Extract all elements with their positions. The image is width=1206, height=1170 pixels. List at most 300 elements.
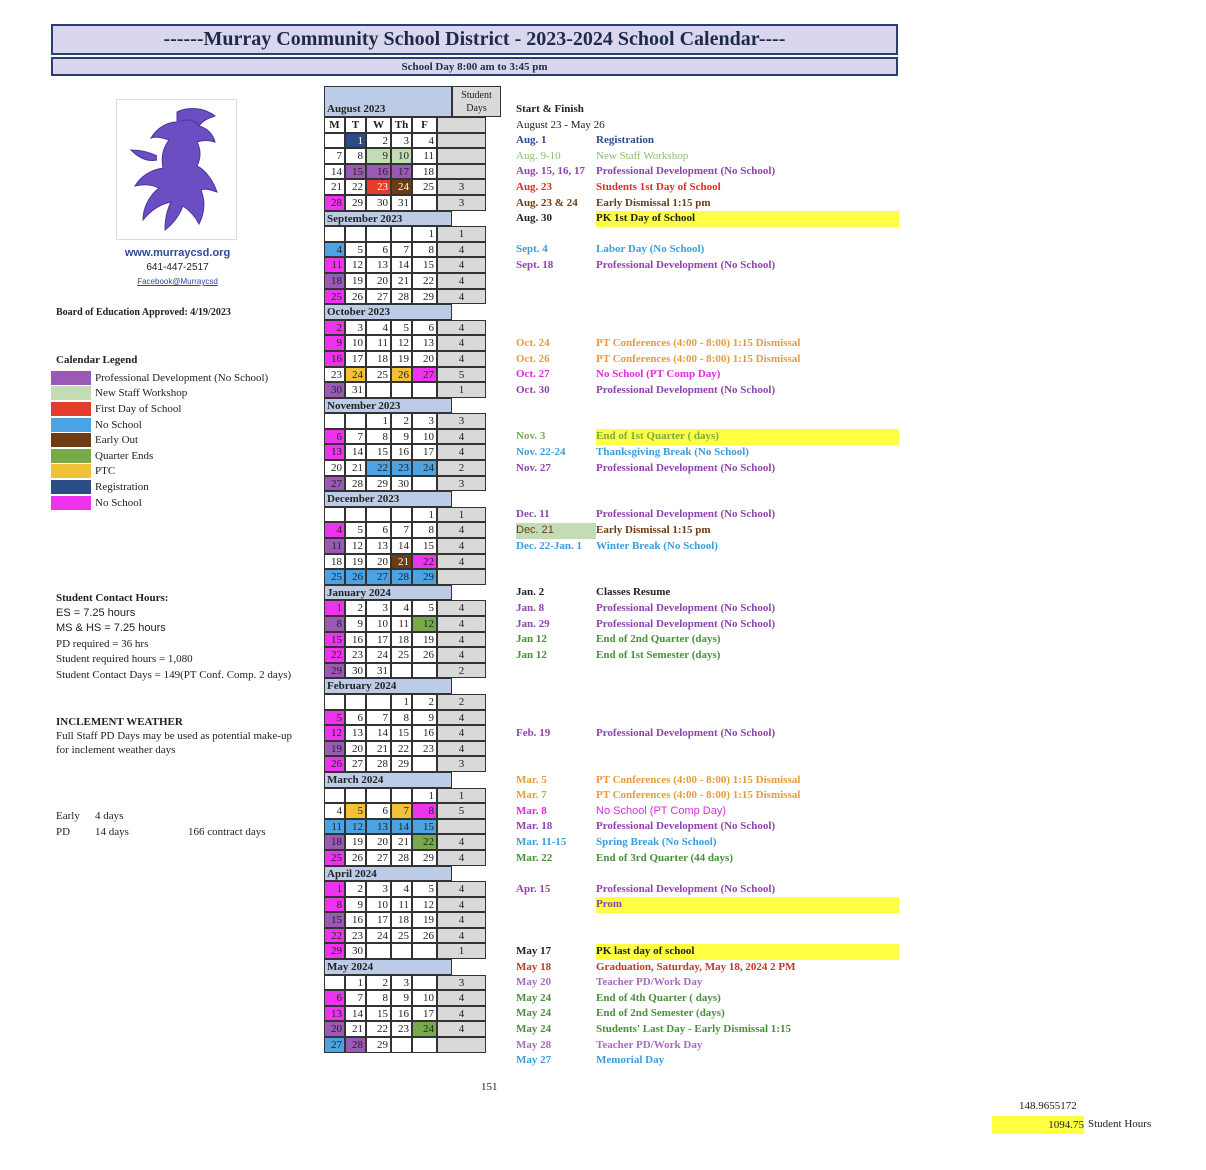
event-description: PK 1st Day of School [596,211,899,227]
event-row [516,928,1019,944]
event-description: Early Dismissal 1:15 pm [596,196,711,209]
day-cell [366,694,391,710]
week-row [324,554,501,570]
day-cell: 27 [366,850,391,866]
event-date: Mar. 11-15 [516,835,567,848]
day-cell: 28 [391,850,412,866]
day-cell: 7 [345,429,366,445]
day-cell: 7 [391,522,412,538]
event-description: Professional Development (No School) [596,726,776,739]
event-date [516,913,596,929]
student-days-cell: 3 [437,476,486,492]
student-hours-value: 1094.75 [992,1116,1084,1134]
day-cell: 1 [324,881,345,897]
event-row [516,414,1019,430]
event-date: Jan 12 [516,633,547,646]
week-row [324,943,501,959]
event-date: August 23 - May 26 [516,118,605,131]
event-description: Professional Development (No School) [596,165,776,178]
day-cell: 19 [412,912,437,928]
month-header-row [324,772,501,788]
day-cell: 23 [366,179,391,195]
day-cell: 27 [324,476,345,492]
mustang-logo-icon [117,100,236,239]
day-cell: 13 [412,335,437,351]
week-row [324,476,501,492]
event-row [516,367,1019,383]
legend-label: Professional Development (No School) [95,371,269,384]
day-cell: 4 [412,133,437,149]
day-cell: 29 [324,943,345,959]
day-cell: 7 [324,148,345,164]
event-description: End of 3rd Quarter (44 days) [596,851,733,864]
legend-label: First Day of School [95,402,182,415]
day-cell [324,226,345,242]
event-description: Memorial Day [596,1054,665,1067]
event-row [516,398,1019,414]
student-days-cell: 4 [437,710,486,726]
week-row [324,133,501,149]
website-link[interactable]: www.murraycsd.org [124,247,231,259]
week-row [324,522,501,538]
event-date: Oct. 27 [516,368,550,381]
day-cell [391,382,412,398]
event-description: Teacher PD/Work Day [596,976,703,989]
event-date: Aug. 30 [516,212,553,225]
day-cell: 8 [412,242,437,258]
day-cell [412,195,437,211]
event-row [516,819,1019,835]
event-description [596,398,899,414]
day-cell: 11 [324,257,345,273]
board-approval: Board of Education Approved: 4/19/2023 [56,307,231,318]
event-row [516,320,1019,336]
event-date: Oct. 30 [516,383,550,396]
day-cell: 6 [366,803,391,819]
day-cell: 29 [412,289,437,305]
day-cell: 29 [366,1037,391,1053]
event-description [596,414,899,430]
day-cell [366,943,391,959]
week-row [324,289,501,305]
event-row [516,227,1019,243]
week-row [324,694,501,710]
student-days-cell: 4 [437,881,486,897]
event-description: Thanksgiving Break (No School) [596,446,749,459]
week-row [324,975,501,991]
day-cell [324,133,345,149]
student-days-cell: 1 [437,382,486,398]
day-cell: 5 [391,320,412,336]
day-cell: 3 [366,881,391,897]
event-row [516,133,1019,149]
week-row [324,226,501,242]
week-row [324,273,501,289]
day-cell: 28 [324,195,345,211]
student-days-cell: 4 [437,600,486,616]
event-row [516,1022,1019,1038]
month-name: February 2024 [324,678,452,694]
legend-title: Calendar Legend [56,354,138,366]
student-days-cell: 3 [437,756,486,772]
day-cell [391,663,412,679]
day-cell: 19 [345,834,366,850]
week-row [324,382,501,398]
day-cell: 12 [345,819,366,835]
weekday-row [324,117,501,133]
day-cell: 22 [412,554,437,570]
day-cell: 2 [366,975,391,991]
event-row [516,773,1019,789]
day-cell: 13 [324,1006,345,1022]
day-cell: 29 [412,569,437,585]
day-cell: 15 [345,164,366,180]
day-cell: 16 [324,351,345,367]
day-cell: 2 [345,600,366,616]
event-row [516,1006,1019,1022]
event-date: Dec. 22-Jan. 1 [516,539,582,552]
legend-swatch [51,418,91,432]
student-days-cell: 4 [437,616,486,632]
event-date: Aug. 23 [516,180,553,193]
student-days-cell: 4 [437,273,486,289]
day-cell [366,382,391,398]
day-cell: 10 [391,148,412,164]
contact-hours-list [56,607,291,684]
day-cell: 3 [391,975,412,991]
student-days-cell: 3 [437,413,486,429]
day-cell: 4 [366,320,391,336]
day-cell: 27 [366,569,391,585]
event-description: Professional Development (No School) [596,882,776,895]
day-cell: 25 [391,928,412,944]
event-date: May 18 [516,960,552,973]
monthly-calendar [324,86,501,1053]
day-cell: 6 [345,710,366,726]
event-row [516,554,1019,570]
contact-hours-line: PD required = 36 hrs [56,637,149,650]
event-description: PT Conferences (4:00 - 8:00) 1:15 Dismissal [596,352,801,365]
event-date [516,928,596,944]
event-date: May 27 [516,1054,552,1067]
event-description [596,663,899,679]
facebook-link[interactable]: Facebook@Murraycsd [137,277,218,286]
month-name: November 2023 [324,398,452,414]
event-row [516,164,1019,180]
weekday-label: F [412,117,437,133]
day-cell: 28 [345,476,366,492]
day-cell [366,788,391,804]
day-cell: 29 [324,663,345,679]
event-description [596,274,899,290]
student-days-cell: 1 [437,507,486,523]
day-cell: 10 [366,897,391,913]
student-days-cell: 4 [437,554,486,570]
event-row [516,180,1019,196]
event-description: Teacher PD/Work Day [596,1038,703,1051]
student-days-cell: 4 [437,912,486,928]
day-cell: 23 [391,460,412,476]
event-date: Jan 12 [516,648,547,661]
weather-line-2: for inclement weather days [56,744,176,756]
event-row [516,741,1019,757]
event-row [516,695,1019,711]
event-description [596,570,899,586]
event-row [516,851,1019,867]
day-cell [366,507,391,523]
week-row [324,164,501,180]
event-description: End of 1st Quarter ( days) [596,429,899,445]
day-cell: 18 [391,912,412,928]
event-row [516,196,1019,212]
day-cell: 4 [391,600,412,616]
event-date: Aug. 15, 16, 17 [516,165,586,178]
event-row [516,445,1019,461]
week-row [324,429,501,445]
day-cell: 11 [412,148,437,164]
day-cell: 26 [412,928,437,944]
event-date: Dec. 11 [516,508,550,521]
contact-hours-line: ES = 7.25 hours [56,607,136,619]
day-cell [391,788,412,804]
day-cell [412,663,437,679]
event-description: Graduation, Saturday, May 18, 2024 2 PM [596,960,796,973]
day-cell: 13 [366,257,391,273]
day-cell: 17 [412,1006,437,1022]
event-row [516,523,1019,539]
student-days-cell: 4 [437,647,486,663]
day-cell: 12 [391,335,412,351]
student-days-cell: 1 [437,788,486,804]
legend-label: PTC [95,465,116,478]
event-date: Sept. 18 [516,258,554,271]
week-row [324,881,501,897]
week-row [324,569,501,585]
month-name: April 2024 [324,866,452,882]
day-cell: 21 [324,179,345,195]
event-description: Students 1st Day of School [596,180,721,193]
day-cell: 5 [412,881,437,897]
event-row [516,788,1019,804]
student-days-cell [437,569,486,585]
event-description: PK last day of school [596,944,899,960]
event-row [516,632,1019,648]
student-days-cell: 1 [437,226,486,242]
event-date: May 17 [516,945,552,958]
day-cell: 3 [366,600,391,616]
event-description: End of 4th Quarter ( days) [596,991,721,1004]
day-cell: 22 [324,928,345,944]
student-days-cell [437,148,486,164]
legend-item [51,479,268,495]
day-cell: 1 [324,600,345,616]
event-date: Start & Finish [516,103,584,115]
event-date [516,897,596,913]
day-cell [412,476,437,492]
week-row [324,725,501,741]
event-row [516,336,1019,352]
event-description: Professional Development (No School) [596,508,776,521]
day-cell: 4 [324,803,345,819]
day-cell: 15 [412,538,437,554]
event-row [516,710,1019,726]
day-cell: 13 [366,819,391,835]
event-row [516,585,1019,601]
event-description: End of 2nd Semester (days) [596,1007,725,1020]
day-cell: 11 [324,819,345,835]
event-description: Spring Break (No School) [596,835,717,848]
student-days-cell: 4 [437,928,486,944]
day-cell: 17 [345,351,366,367]
event-date [516,554,596,570]
day-cell: 13 [366,538,391,554]
day-cell: 16 [391,444,412,460]
day-cell: 11 [366,335,391,351]
event-row [516,429,1019,445]
day-cell: 22 [366,460,391,476]
event-description: PT Conferences (4:00 - 8:00) 1:15 Dismissal [596,789,801,802]
day-cell: 14 [391,257,412,273]
event-row [516,1053,1019,1069]
day-cell: 25 [324,289,345,305]
legend-label: Early Out [95,434,139,447]
event-row [516,726,1019,742]
event-date [516,320,596,336]
day-cell: 1 [345,133,366,149]
day-cell: 21 [391,273,412,289]
event-date [516,663,596,679]
day-cell: 10 [412,990,437,1006]
event-description [596,866,899,882]
day-cell: 9 [345,897,366,913]
day-cell: 28 [366,756,391,772]
day-cell: 24 [366,928,391,944]
day-cell: 15 [412,819,437,835]
event-date: Oct. 24 [516,336,550,349]
event-row [516,149,1019,165]
event-description: End of 2nd Quarter (days) [596,633,721,646]
day-cell [324,413,345,429]
month-name: December 2023 [324,491,452,507]
event-date [516,741,596,757]
day-cell: 22 [391,741,412,757]
student-days-cell: 4 [437,1006,486,1022]
day-cell: 25 [412,179,437,195]
week-row [324,195,501,211]
event-date [516,757,596,773]
event-description [596,710,899,726]
student-days-cell: 4 [437,834,486,850]
week-row [324,616,501,632]
week-row [324,819,501,835]
day-cell [345,226,366,242]
event-description [716,102,1019,118]
student-days-cell [437,117,486,133]
day-cell [412,975,437,991]
event-date: Sept. 4 [516,243,548,256]
day-cell [412,756,437,772]
day-cell: 15 [324,912,345,928]
event-row [516,383,1019,399]
day-cell: 5 [412,600,437,616]
day-cell: 2 [391,413,412,429]
day-cell: 25 [324,569,345,585]
day-cell: 17 [366,912,391,928]
event-row [516,913,1019,929]
week-row [324,242,501,258]
day-cell: 23 [324,367,345,383]
event-description: Classes Resume [596,586,671,599]
event-description: End of 1st Semester (days) [596,648,721,661]
week-row [324,803,501,819]
event-row [516,648,1019,664]
event-date: Apr. 15 [516,882,551,895]
day-cell: 25 [366,367,391,383]
event-description: Students' Last Day - Early Dismissal 1:15 [596,1023,791,1036]
day-cell: 19 [412,632,437,648]
student-hours-label: Student Hours [1088,1118,1152,1130]
day-cell: 26 [324,756,345,772]
student-days-cell [437,164,486,180]
day-cell: 9 [324,335,345,351]
weekday-label: T [345,117,366,133]
legend-item [51,370,268,386]
day-cell: 8 [324,897,345,913]
student-days-cell [437,819,486,835]
week-row [324,990,501,1006]
student-days-cell: 4 [437,632,486,648]
day-cell: 7 [391,242,412,258]
week-row [324,320,501,336]
legend-swatch [51,386,91,400]
event-date: Nov. 3 [516,430,546,443]
day-cell: 2 [345,881,366,897]
legend-swatch [51,402,91,416]
event-description [596,492,899,508]
day-cell: 11 [391,616,412,632]
event-description: New Staff Workshop [596,149,689,162]
week-row [324,834,501,850]
student-days-cell: 5 [437,803,486,819]
day-cell: 20 [366,834,391,850]
day-cell [391,226,412,242]
day-cell: 26 [412,647,437,663]
event-date: Jan. 8 [516,602,545,614]
month-name: October 2023 [324,304,452,320]
event-description: PT Conferences (4:00 - 8:00) 1:15 Dismissal [596,336,801,349]
event-row [516,897,1019,913]
day-cell: 26 [345,289,366,305]
student-days-cell: 4 [437,725,486,741]
day-cell: 8 [391,710,412,726]
day-cell: 27 [412,367,437,383]
day-cell: 2 [366,133,391,149]
day-cell [412,1037,437,1053]
day-cell [366,226,391,242]
day-cell: 17 [412,444,437,460]
day-cell: 23 [345,928,366,944]
day-cell: 15 [366,1006,391,1022]
month-header-row [324,866,501,882]
event-row [516,1038,1019,1054]
legend-label: No School [95,496,142,509]
day-cell: 24 [412,1021,437,1037]
student-days-cell: 4 [437,351,486,367]
event-date: May 28 [516,1038,552,1051]
legend-swatch [51,449,91,463]
day-cell: 6 [366,522,391,538]
day-cell: 26 [391,367,412,383]
